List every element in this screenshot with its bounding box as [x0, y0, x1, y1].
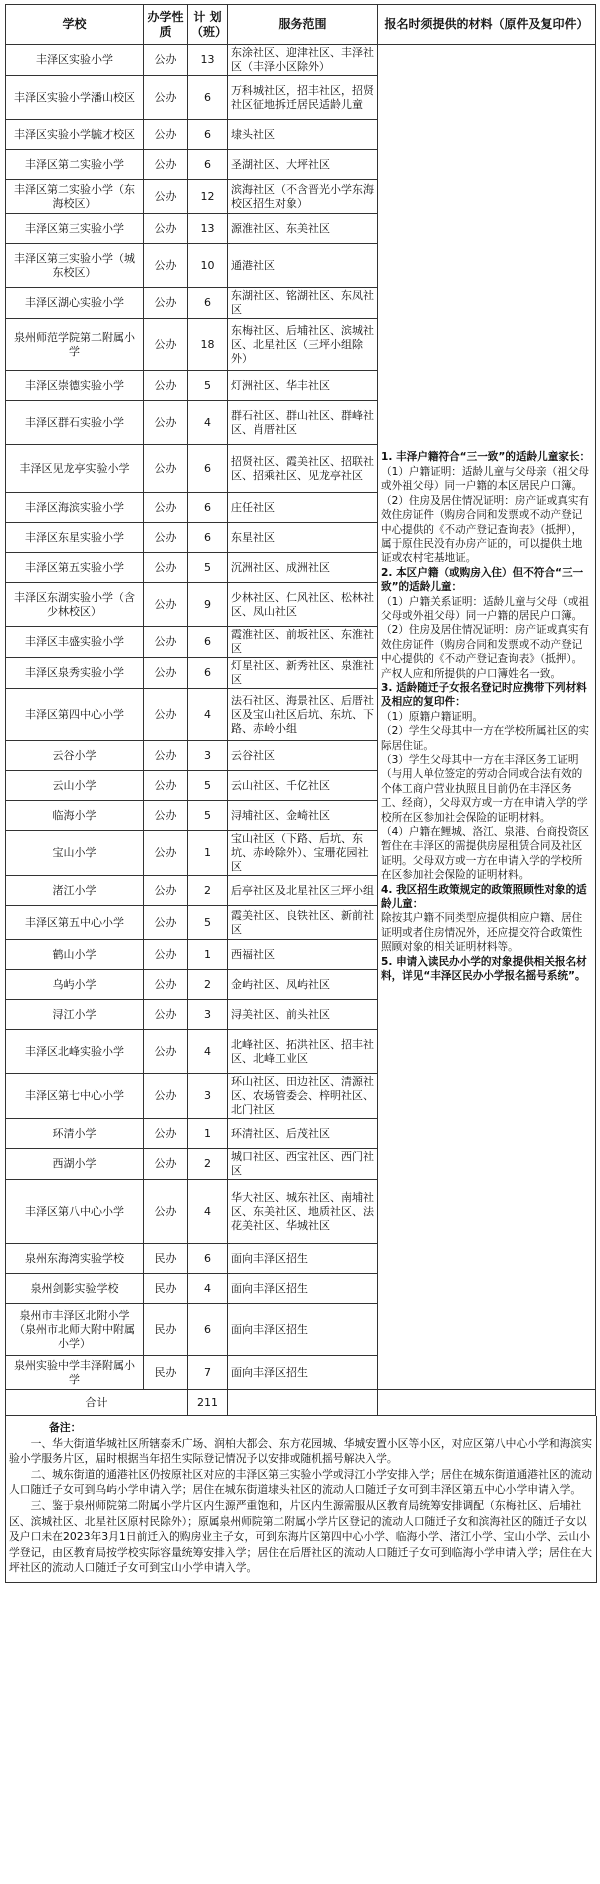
plan-cell: 2 [188, 876, 228, 906]
area-cell: 面向丰泽区招生 [228, 1244, 378, 1274]
school-cell: 渚江小学 [6, 876, 144, 906]
nature-cell: 民办 [144, 1304, 188, 1356]
nature-cell: 公办 [144, 523, 188, 553]
nature-cell: 公办 [144, 493, 188, 523]
area-cell: 少林社区、仁风社区、松林社区、凤山社区 [228, 583, 378, 627]
school-cell: 丰泽区见龙亭实验小学 [6, 445, 144, 493]
plan-cell: 5 [188, 771, 228, 801]
area-cell: 浔埔社区、金崎社区 [228, 801, 378, 831]
notes-paragraphs [9, 1436, 593, 1576]
plan-cell: 10 [188, 244, 228, 288]
plan-cell: 6 [188, 627, 228, 658]
nature-cell: 公办 [144, 180, 188, 214]
school-cell: 泉州东海湾实验学校 [6, 1244, 144, 1274]
plan-cell: 5 [188, 801, 228, 831]
plan-cell: 5 [188, 553, 228, 583]
area-cell: 云谷社区 [228, 741, 378, 771]
school-cell: 丰泽区第二实验小学 [6, 150, 144, 180]
nature-cell: 公办 [144, 120, 188, 150]
plan-cell: 7 [188, 1356, 228, 1390]
school-cell: 丰泽区第四中心小学 [6, 689, 144, 741]
nature-cell: 公办 [144, 1074, 188, 1119]
nature-cell: 公办 [144, 940, 188, 970]
school-cell: 丰泽区泉秀实验小学 [6, 658, 144, 689]
nature-cell: 民办 [144, 1356, 188, 1390]
materials-text: （1）户籍证明：适龄儿童与父母亲（祖父母或外祖父母）同一户籍的本区居民户口簿。 [381, 465, 590, 493]
plan-cell: 6 [188, 1244, 228, 1274]
plan-cell: 6 [188, 288, 228, 319]
area-cell: 东梅社区、后埔社区、滨城社区、北星社区（三坪小组除外） [228, 319, 378, 371]
school-cell: 丰泽区第五中心小学 [6, 906, 144, 940]
total-empty-cell [378, 1390, 596, 1416]
area-cell: 浔美社区、前头社区 [228, 1000, 378, 1030]
nature-cell: 公办 [144, 1030, 188, 1074]
school-cell: 丰泽区群石实验小学 [6, 401, 144, 445]
plan-cell: 1 [188, 940, 228, 970]
header-area: 服务范围 [228, 5, 378, 45]
nature-cell: 民办 [144, 1244, 188, 1274]
area-cell: 霞美社区、良铁社区、新前社区 [228, 906, 378, 940]
nature-cell: 公办 [144, 831, 188, 876]
school-cell: 乌屿小学 [6, 970, 144, 1000]
area-cell: 东星社区 [228, 523, 378, 553]
plan-cell: 13 [188, 45, 228, 76]
nature-cell: 公办 [144, 150, 188, 180]
nature-cell: 公办 [144, 970, 188, 1000]
nature-cell: 公办 [144, 1180, 188, 1244]
total-row [6, 1390, 596, 1416]
school-cell: 丰泽区丰盛实验小学 [6, 627, 144, 658]
enrollment-table [5, 4, 596, 1416]
plan-cell: 6 [188, 493, 228, 523]
area-cell: 后亭社区及北星社区三坪小组 [228, 876, 378, 906]
plan-cell: 5 [188, 371, 228, 401]
nature-cell: 公办 [144, 1149, 188, 1180]
school-cell: 丰泽区第八中心小学 [6, 1180, 144, 1244]
header-plan: 计 划（班） [188, 5, 228, 45]
area-cell: 滨海社区（不含晋光小学东海校区招生对象） [228, 180, 378, 214]
notes-paragraph: 二、城东街道的通港社区仍按原社区对应的丰泽区第三实验小学或浔江小学安排入学；居住在城东街道通港社区的流动人口随迁子女可到乌屿小学申请入学；居住在城东街道埭头社区的流动人口随迁子女可到丰泽区第五中心小学申请入学。 [9, 1467, 593, 1497]
materials-heading: 2. 本区户籍（或购房入住）但不符合“三一致”的适龄儿童： [381, 566, 584, 594]
nature-cell: 公办 [144, 401, 188, 445]
school-cell: 泉州实验中学丰泽附属小学 [6, 1356, 144, 1390]
area-cell: 沉洲社区、成洲社区 [228, 553, 378, 583]
area-cell: 城口社区、西宝社区、西门社区 [228, 1149, 378, 1180]
table-body [6, 45, 596, 1416]
area-cell: 西福社区 [228, 940, 378, 970]
header-materials: 报名时须提供的材料（原件及复印件） [378, 5, 596, 45]
area-cell: 面向丰泽区招生 [228, 1356, 378, 1390]
plan-cell: 6 [188, 1304, 228, 1356]
nature-cell: 公办 [144, 1000, 188, 1030]
area-cell: 金屿社区、凤屿社区 [228, 970, 378, 1000]
plan-cell: 3 [188, 741, 228, 771]
nature-cell: 公办 [144, 319, 188, 371]
school-cell: 环清小学 [6, 1119, 144, 1149]
area-cell: 招贤社区、霞美社区、招联社区、招乘社区、见龙亭社区 [228, 445, 378, 493]
school-cell: 泉州市丰泽区北附小学（泉州市北师大附中附属小学） [6, 1304, 144, 1356]
area-cell: 环清社区、后茂社区 [228, 1119, 378, 1149]
school-cell: 丰泽区第三实验小学（城东校区） [6, 244, 144, 288]
notes-paragraph: 三、鉴于泉州师院第二附属小学片区内生源严重饱和，片区内生源需服从区教育局统筹安排调配（东梅社区、后埔社区、滨城社区、北星社区原村民除外）；原属泉州师院第二附属小学片区登记的流动人口随迁子女和滨海社区的随迁子女以及户口未在2023年3月1日前迁入的购房业主子女，可到东海片区第四中心小学、临海小学、渚江小学、宝山小学、云山小学登记，由区教育局按学校实际容量统筹安排入学；居住在后厝社区的流动人口随迁子女可到临海小学申请入学；居住在大坪社区的流动人口随迁子女可到宝山小学申请入学。 [9, 1498, 593, 1575]
nature-cell: 公办 [144, 771, 188, 801]
plan-cell: 13 [188, 214, 228, 244]
school-cell: 泉州师范学院第二附属小学 [6, 319, 144, 371]
school-cell: 云山小学 [6, 771, 144, 801]
materials-text: 除按其户籍不同类型应提供相应户籍、居住证明或者住房情况外，还应提交符合政策性照顾对象的相关证明材料等。 [381, 912, 583, 954]
school-cell: 云谷小学 [6, 741, 144, 771]
school-cell: 丰泽区第二实验小学（东海校区） [6, 180, 144, 214]
school-cell: 丰泽区实验小学毓才校区 [6, 120, 144, 150]
area-cell: 群石社区、群山社区、群峰社区、肖厝社区 [228, 401, 378, 445]
plan-cell: 6 [188, 523, 228, 553]
plan-cell: 9 [188, 583, 228, 627]
materials-text: （4）户籍在鲤城、洛江、泉港、台商投资区暂住在丰泽区的需提供房屋租赁合同及社区证明。父母双方或一方在申请入学的学校所在区参加社会保险的证明材料。 [381, 826, 590, 882]
plan-cell: 1 [188, 831, 228, 876]
plan-cell: 12 [188, 180, 228, 214]
materials-heading: 5. 申请入读民办小学的对象提供相关报名材料，详见“丰泽区民办小学报名摇号系统”。 [381, 955, 587, 983]
nature-cell: 民办 [144, 1274, 188, 1304]
school-cell: 泉州剑影实验学校 [6, 1274, 144, 1304]
school-cell: 丰泽区第三实验小学 [6, 214, 144, 244]
materials-heading: 4. 我区招生政策规定的政策照顾性对象的适龄儿童： [381, 883, 587, 911]
school-cell: 丰泽区北峰实验小学 [6, 1030, 144, 1074]
notes-paragraph: 一、华大街道华城社区所辖泰禾广场、润柏大都会、东方花园城、华城安置小区等小区，对应区第八中心小学和海滨实验小学服务片区，届时根据当年招生实际登记情况予以安排或随机摇号解决入学。 [9, 1436, 593, 1466]
nature-cell: 公办 [144, 553, 188, 583]
nature-cell: 公办 [144, 627, 188, 658]
nature-cell: 公办 [144, 741, 188, 771]
plan-cell: 4 [188, 1274, 228, 1304]
nature-cell: 公办 [144, 445, 188, 493]
plan-cell: 2 [188, 970, 228, 1000]
plan-cell: 4 [188, 401, 228, 445]
plan-cell: 6 [188, 658, 228, 689]
nature-cell: 公办 [144, 244, 188, 288]
nature-cell: 公办 [144, 214, 188, 244]
plan-cell: 6 [188, 150, 228, 180]
materials-text: （1）户籍关系证明：适龄儿童与父母（或祖父母或外祖父母）同一户籍的居民户口簿。 [381, 595, 590, 622]
plan-cell: 6 [188, 445, 228, 493]
header-school: 学校 [6, 5, 144, 45]
school-cell: 丰泽区第七中心小学 [6, 1074, 144, 1119]
materials-heading: 1. 丰泽户籍符合“三一致”的适龄儿童家长： [381, 451, 591, 464]
area-cell: 通港社区 [228, 244, 378, 288]
materials-heading: 3. 适龄随迁子女报名登记时应携带下列材料及相应的复印件： [381, 681, 587, 709]
school-cell: 浔江小学 [6, 1000, 144, 1030]
area-cell: 圣湖社区、大坪社区 [228, 150, 378, 180]
plan-cell: 3 [188, 1000, 228, 1030]
area-cell: 埭头社区 [228, 120, 378, 150]
area-cell: 面向丰泽区招生 [228, 1274, 378, 1304]
header-nature: 办学性质 [144, 5, 188, 45]
plan-cell: 5 [188, 906, 228, 940]
materials-cell [378, 45, 596, 1390]
materials-text: （1）原籍户籍证明。 [381, 710, 484, 723]
nature-cell: 公办 [144, 288, 188, 319]
school-cell: 丰泽区海滨实验小学 [6, 493, 144, 523]
area-cell: 面向丰泽区招生 [228, 1304, 378, 1356]
nature-cell: 公办 [144, 1119, 188, 1149]
area-cell: 宝山社区（下路、后坑、东坑、赤岭除外）、宝珊花园社区 [228, 831, 378, 876]
plan-cell: 2 [188, 1149, 228, 1180]
total-label: 合计 [6, 1390, 188, 1416]
nature-cell: 公办 [144, 45, 188, 76]
total-empty-cell [228, 1390, 378, 1416]
notes-box [5, 1416, 597, 1583]
area-cell: 环山社区、田边社区、清源社区、农场管委会、梓明社区、北门社区 [228, 1074, 378, 1119]
area-cell: 华大社区、城东社区、南埔社区、东美社区、地质社区、法花美社区、华城社区 [228, 1180, 378, 1244]
plan-cell: 4 [188, 689, 228, 741]
school-cell: 丰泽区实验小学潘山校区 [6, 76, 144, 120]
nature-cell: 公办 [144, 906, 188, 940]
nature-cell: 公办 [144, 801, 188, 831]
area-cell: 东涂社区、迎津社区、丰泽社区（丰泽小区除外） [228, 45, 378, 76]
area-cell: 东湖社区、铭湖社区、东凤社区 [228, 288, 378, 319]
notes-title: 备注： [49, 1421, 82, 1434]
plan-cell: 4 [188, 1180, 228, 1244]
nature-cell: 公办 [144, 76, 188, 120]
materials-text: （2）住房及居住情况证明：房产证或真实有效住房证件（购房合同和发票或不动产登记中心提供的《不动产登记查询表》（抵押），属于原住民没有办房产证的，可以提供土地证或农村宅基地证。 [381, 494, 590, 565]
document [5, 4, 595, 1583]
nature-cell: 公办 [144, 689, 188, 741]
school-cell: 丰泽区实验小学 [6, 45, 144, 76]
plan-cell: 6 [188, 76, 228, 120]
school-cell: 丰泽区东湖实验小学（含少林校区） [6, 583, 144, 627]
area-cell: 北峰社区、拓洪社区、招丰社区、北峰工业区 [228, 1030, 378, 1074]
area-cell: 霞淮社区、前坂社区、东淮社区 [228, 627, 378, 658]
school-cell: 宝山小学 [6, 831, 144, 876]
total-value: 211 [188, 1390, 228, 1416]
school-cell: 西湖小学 [6, 1149, 144, 1180]
table-row [6, 45, 596, 76]
school-cell: 丰泽区湖心实验小学 [6, 288, 144, 319]
header-row [6, 5, 596, 45]
area-cell: 灯洲社区、华丰社区 [228, 371, 378, 401]
school-cell: 丰泽区第五实验小学 [6, 553, 144, 583]
school-cell: 丰泽区东星实验小学 [6, 523, 144, 553]
plan-cell: 6 [188, 120, 228, 150]
plan-cell: 4 [188, 1030, 228, 1074]
materials-text: （2）住房及居住情况证明：房产证或真实有效住房证件（购房合同和发票或不动产登记中心提供的《不动产登记查询表》（抵押）。产权人应和所提供的户口簿姓名一致。 [381, 624, 590, 680]
school-cell: 鹤山小学 [6, 940, 144, 970]
plan-cell: 1 [188, 1119, 228, 1149]
area-cell: 法石社区、海景社区、后厝社区及宝山社区后坑、东坑、下路、赤岭小组 [228, 689, 378, 741]
nature-cell: 公办 [144, 876, 188, 906]
area-cell: 万科城社区，招丰社区，招贤社区征地拆迁居民适龄儿童 [228, 76, 378, 120]
school-cell: 临海小学 [6, 801, 144, 831]
school-cell: 丰泽区崇德实验小学 [6, 371, 144, 401]
area-cell: 源淮社区、东美社区 [228, 214, 378, 244]
nature-cell: 公办 [144, 371, 188, 401]
area-cell: 庄任社区 [228, 493, 378, 523]
nature-cell: 公办 [144, 583, 188, 627]
materials-text: （2）学生父母其中一方在学校所属社区的实际居住证。 [381, 725, 590, 752]
area-cell: 云山社区、千亿社区 [228, 771, 378, 801]
area-cell: 灯星社区、新秀社区、泉淮社区 [228, 658, 378, 689]
plan-cell: 18 [188, 319, 228, 371]
nature-cell: 公办 [144, 658, 188, 689]
plan-cell: 3 [188, 1074, 228, 1119]
materials-text: （3）学生父母其中一方在丰泽区务工证明（与用人单位签定的劳动合同或合法有效的个体工商户营业执照且目前仍在丰泽区务工、经商），父母双方或一方在申请入学的学校所在区参加社会保险的证明材料。 [381, 754, 588, 824]
